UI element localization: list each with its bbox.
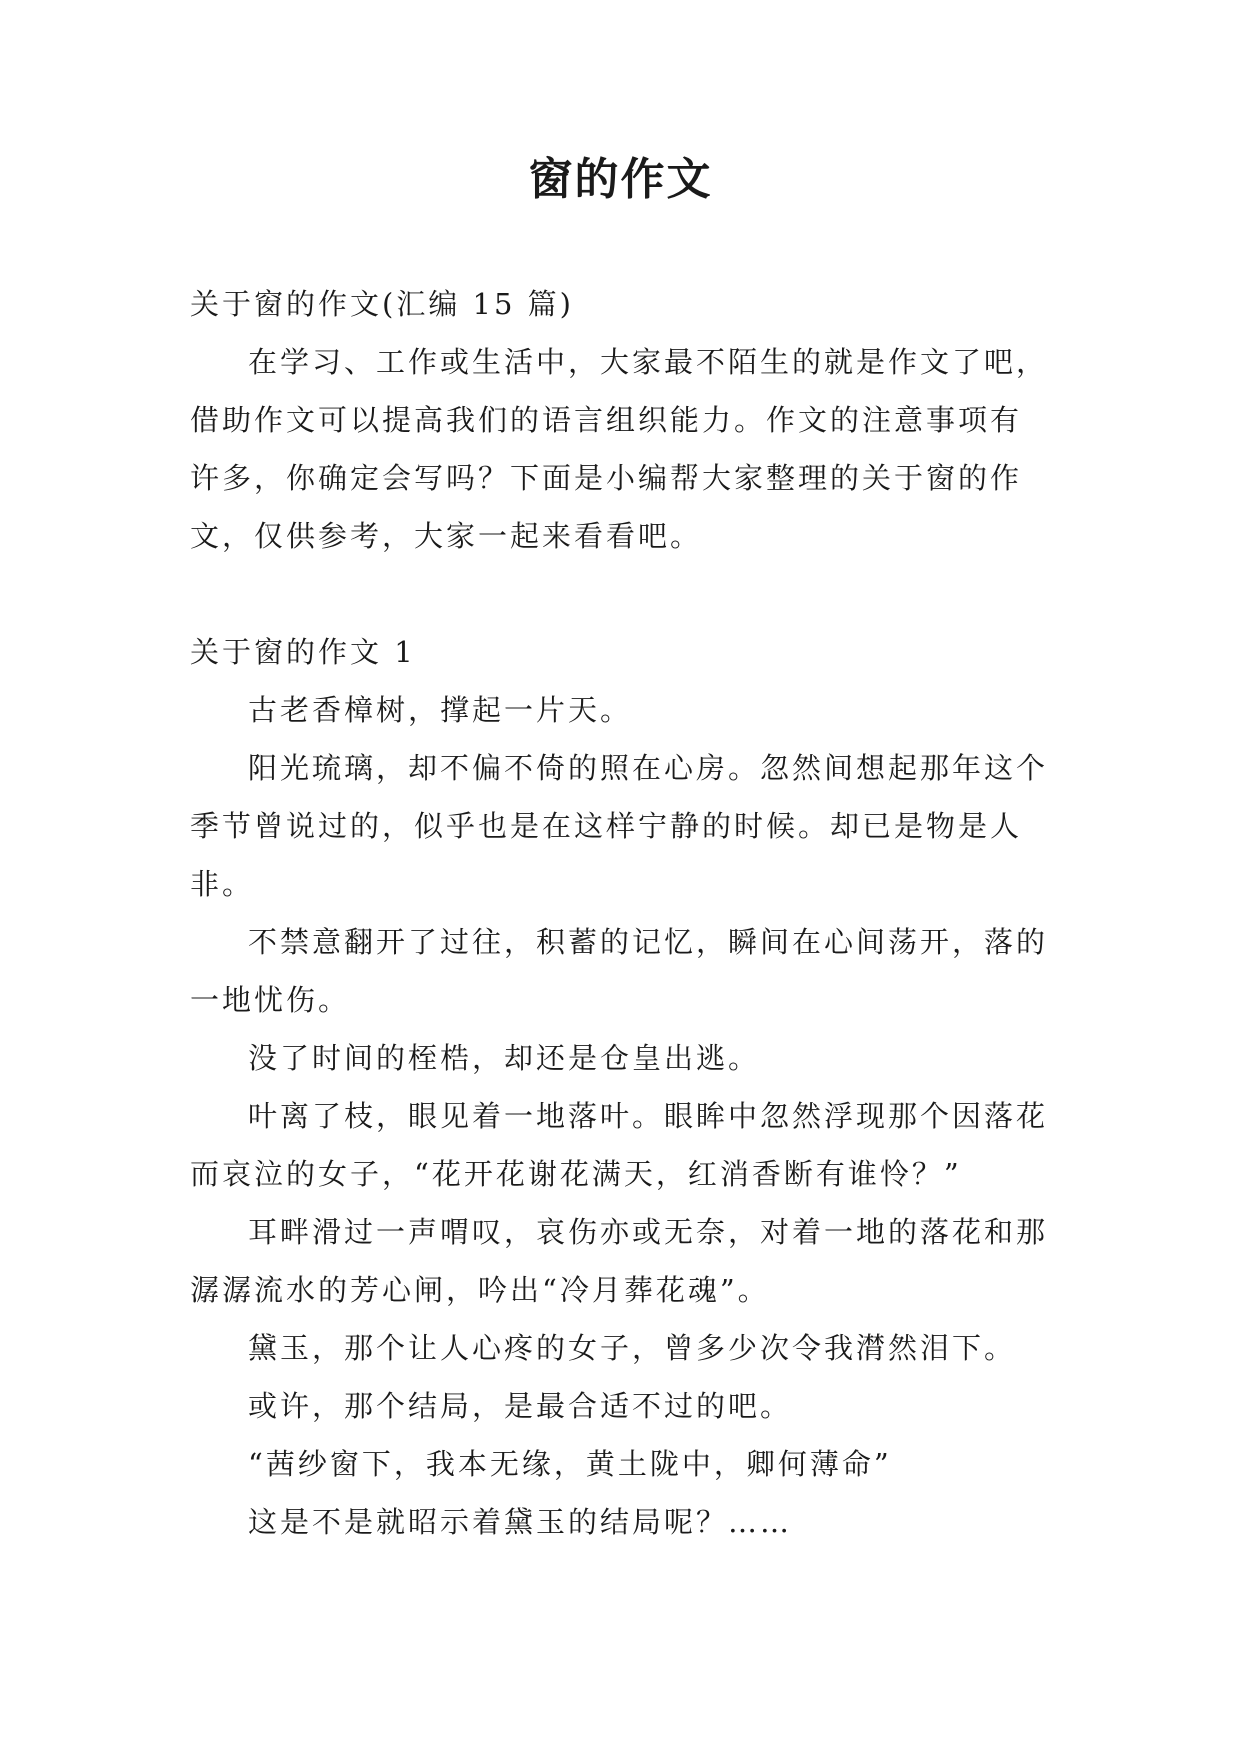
essay1-paragraph: 叶离了枝，眼见着一地落叶。眼眸中忽然浮现那个因落花而哀泣的女子，“花开花谢花满天，红消香断有谁怜？” [190,1099,1049,1191]
essay1-paragraph: 耳畔滑过一声喟叹，哀伤亦或无奈，对着一地的落花和那潺潺流水的芳心闸，吟出“冷月葬花魂”。 [190,1215,1049,1307]
essay1-heading: 关于窗的作文 1 [190,635,416,669]
intro-heading: 关于窗的作文(汇编 15 篇) [190,287,574,321]
essay1-paragraph: 没了时间的桎梏，却还是仓皇出逃。 [248,1041,761,1075]
document-title: 窗的作文 [528,154,713,205]
essay1-paragraph: 阳光琉璃，却不偏不倚的照在心房。忽然间想起那年这个季节曾说过的，似乎也是在这样宁静的时候。却已是物是人非。 [190,751,1049,901]
essay1-paragraph: “茜纱窗下，我本无缘，黄土陇中，卿何薄命” [248,1447,892,1481]
intro-paragraph: 在学习、工作或生活中，大家最不陌生的就是作文了吧，借助作文可以提高我们的语言组织能力。作文的注意事项有许多，你确定会写吗？下面是小编帮大家整理的关于窗的作文，仅供参考，大家一起来看看吧。 [190,345,1049,553]
essay1-paragraph: 这是不是就昭示着黛玉的结局呢？…… [248,1505,793,1539]
essay1-paragraph: 黛玉，那个让人心疼的女子，曾多少次令我潸然泪下。 [248,1331,1017,1365]
essay1-paragraph: 或许，那个结局，是最合适不过的吧。 [248,1389,793,1423]
essay1-paragraph: 古老香樟树，撑起一片天。 [248,693,633,727]
essay1-paragraph: 不禁意翻开了过往，积蓄的记忆，瞬间在心间荡开，落的一地忧伤。 [190,925,1049,1017]
section-spacer [190,565,1051,623]
